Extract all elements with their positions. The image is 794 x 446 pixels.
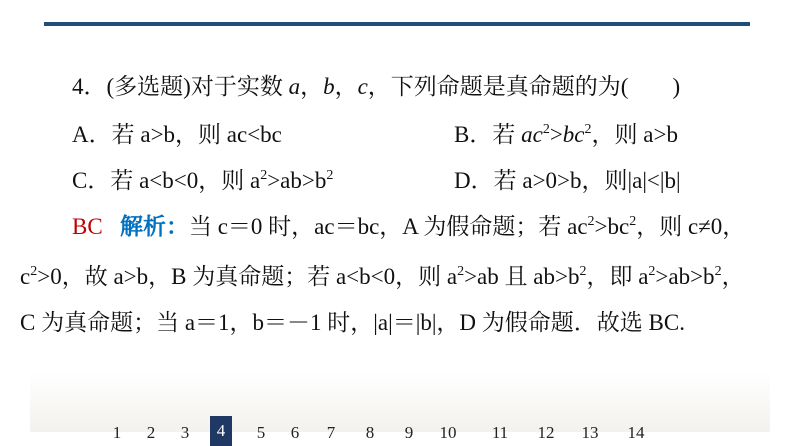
page-11[interactable]: 11 xyxy=(491,423,509,442)
top-rule xyxy=(44,22,750,26)
solution-line-1: BC 解析：当 c＝0 时，ac＝bc，A 为假命题；若 $ac^2>bc^2$，则 c≠0， xyxy=(72,214,746,239)
solution-line-2: $c^2>0$，故 a>b，B 为真命题；若 a<b<0，则 $a^2>ab$ 且 $ab>b^2$，即 $a^2>ab>b^2$， xyxy=(20,264,745,289)
page-4-current[interactable]: 4 xyxy=(210,416,232,446)
options-row-cd xyxy=(72,166,732,196)
page-2[interactable]: 2 xyxy=(146,423,156,442)
page-9[interactable]: 9 xyxy=(404,423,414,442)
options-row-ab xyxy=(72,120,732,150)
page-6[interactable]: 6 xyxy=(290,423,300,442)
page-8[interactable]: 8 xyxy=(365,423,375,442)
page-3[interactable]: 3 xyxy=(180,423,190,442)
question-number: 4． xyxy=(72,74,107,99)
page-1[interactable]: 1 xyxy=(112,423,122,442)
page-13[interactable]: 13 xyxy=(581,423,599,442)
option-c: C．若 a<b<0，则 $a^2>ab>b^2$ xyxy=(72,168,334,193)
question-tag: (多选题) xyxy=(106,74,191,99)
option-d: D．若 a>0>b，则|a|<|b| xyxy=(454,168,681,193)
page-10[interactable]: 10 xyxy=(439,423,457,442)
question-text-a: 对于实数 xyxy=(190,74,289,99)
page-14[interactable]: 14 xyxy=(627,423,645,442)
option-a: A．若 a>b，则 ac<bc xyxy=(72,122,282,147)
page-5[interactable]: 5 xyxy=(256,423,266,442)
blank-close: ) xyxy=(672,74,681,99)
question-stem xyxy=(72,72,680,102)
solution-label: 解析： xyxy=(119,214,189,239)
question-text-b: ，下列命题是真命题的为( xyxy=(367,74,629,99)
option-b: B．若 $ac^2>bc^2$，则 a>b xyxy=(454,122,678,147)
var-a: a xyxy=(288,74,301,99)
page-7[interactable]: 7 xyxy=(326,423,336,442)
sep2: ， xyxy=(334,74,358,99)
var-c: c xyxy=(357,74,368,99)
solution-line-3: C 为真命题；当 a＝1，b＝－1 时，|a|＝|b|，D 为假命题．故选 BC. xyxy=(20,310,685,335)
answer-badge: BC xyxy=(72,214,103,239)
var-b: b xyxy=(323,74,335,99)
sep1: ， xyxy=(300,74,324,99)
page-12[interactable]: 12 xyxy=(537,423,555,442)
